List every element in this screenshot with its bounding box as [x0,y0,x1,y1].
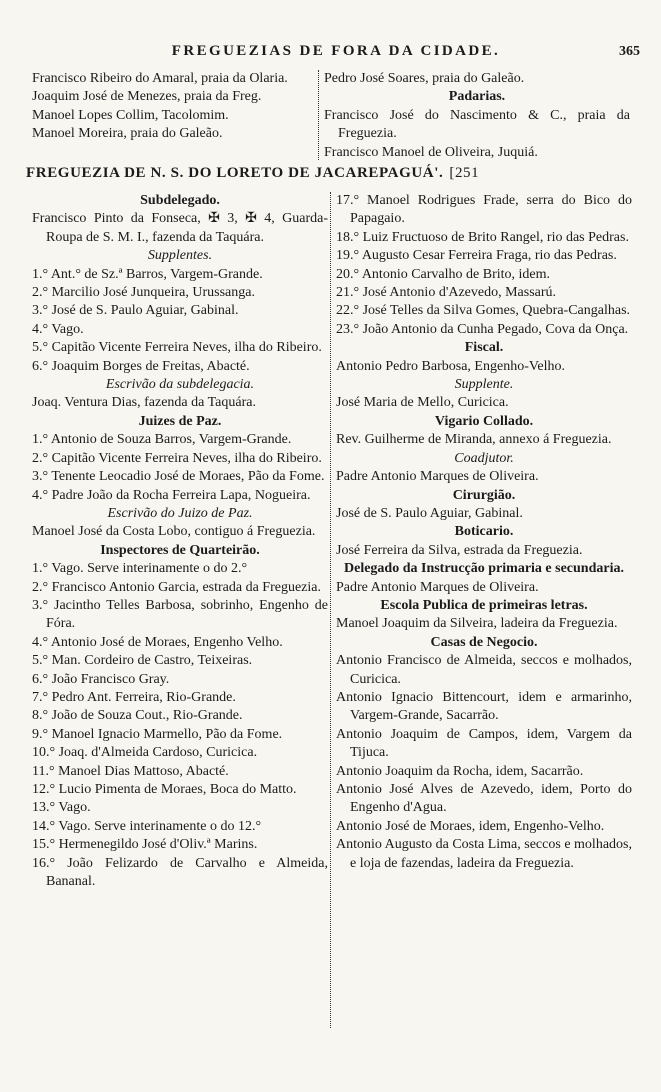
subheading: Escrivão do Juizo de Paz. [107,505,253,521]
main-left-column [32,192,328,891]
main-right-column [336,192,632,873]
list-item: Manoel Moreira, praia do Galeão. [32,126,223,142]
list-item: 8.° João de Souza Cout., Rio-Grande. [32,708,243,724]
list-item: Padre Antonio Marques de Oliveira. [336,579,539,595]
list-item: Rev. Guilherme de Miranda, annexo á Freguezia. [336,432,612,448]
list-item: 17.° Manoel Rodrigues Frade, serra do Bico do Papagaio. [336,193,632,227]
list-item: 20.° Antonio Carvalho de Brito, idem. [336,266,551,282]
top-left-column [32,70,316,144]
list-item: Pedro José Soares, praia do Galeão. [324,71,525,86]
list-item: 3.° Jacintho Telles Barbosa, sobrinho, Engenho de Fóra. [32,597,328,632]
subheading: Boticario. [454,524,514,540]
list-item: 2.° Capitão Vicente Ferreira Neves, ilha do Ribeiro. [32,450,322,466]
list-item: 5.° Man. Cordeiro de Castro, Teixeiras. [32,653,253,669]
list-item: Francisco Pinto da Fonseca, ✠ 3, ✠ 4, Guarda-Roupa de S. M. I., fazenda da Taquára. [32,211,328,245]
list-item: Manoel Joaquim da Silveira, ladeira da Freguezia. [336,616,618,632]
list-item: 1.° Ant.° de Sz.ª Barros, Vargem-Grande. [32,266,263,282]
list-item: 10.° Joaq. d'Almeida Cardoso, Curicica. [32,745,258,761]
list-item: 6.° Joaquim Borges de Freitas, Abacté. [32,358,250,374]
list-item: José de S. Paulo Aguiar, Gabinal. [336,505,523,521]
list-item: 13.° Vago. [32,800,91,816]
subheading: Vigario Collado. [434,413,534,429]
list-item: Manoel José da Costa Lobo, contiguo á Freguezia. [32,524,316,540]
list-item: José Maria de Mello, Curicica. [336,395,509,411]
list-item: 18.° Luiz Fructuoso de Brito Rangel, rio das Pedras. [336,229,629,245]
list-item: 2.° Francisco Antonio Garcia, estrada da Freguezia. [32,579,321,595]
column-divider-main [330,192,331,1028]
subheading: Cirurgião. [452,487,516,503]
list-item: Antonio José de Moraes, idem, Engenho-Velho. [336,818,605,834]
list-item: Francisco José do Nascimento & C., praia da Freguezia. [324,107,630,142]
subheading: Subdelegado. [140,193,220,208]
list-item: Joaq. Ventura Dias, fazenda da Taquára. [32,395,256,411]
list-item: 9.° Manoel Ignacio Marmello, Pão da Fome. [32,726,283,742]
subheading: Delegado da Instrucção primaria e secundaria. [344,561,624,577]
list-item: Padre Antonio Marques de Oliveira. [336,469,539,485]
list-item: 4.° Antonio José de Moraes, Engenho Velho. [32,634,283,650]
subheading: Juizes de Paz. [138,413,222,429]
list-item: 19.° Augusto Cesar Ferreira Fraga, rio das Pedras. [336,248,617,264]
page-header [26,42,646,64]
list-item: Manoel Lopes Collim, Tacolomim. [32,107,229,123]
list-item: Francisco Ribeiro do Amaral, praia da Olaria. [32,71,288,86]
list-item: 3.° Tenente Leocadio José de Moraes, Pão da Fome. [32,469,325,485]
column-divider-top [318,70,319,160]
subheading: Coadjutor. [454,450,514,466]
subheading: Inspectores de Quarteirão. [100,542,260,558]
list-item: Joaquim José de Menezes, praia da Freg. [32,89,262,105]
list-item: 14.° Vago. Serve interinamente o do 12.° [32,818,262,834]
list-item: Francisco Manoel de Oliveira, Juquiá. [324,144,538,160]
top-right-column [324,70,630,162]
list-item: 4.° Padre João da Rocha Ferreira Lapa, Nogueira. [32,487,311,503]
list-item: 7.° Pedro Ant. Ferreira, Rio-Grande. [32,689,236,705]
list-item: 22.° José Telles da Silva Gomes, Quebra-Cangalhas. [336,303,631,319]
list-item: José Ferreira da Silva, estrada da Freguezia. [336,542,583,558]
list-item: 2.° Marcilio José Junqueira, Urussanga. [32,285,255,301]
list-item: Antonio Joaquim de Campos, idem, Vargem da Tijuca. [336,726,632,761]
subheading: Escrivão da subdelegacia. [105,377,255,393]
section-heading: Padarias. [448,89,506,105]
list-item: 6.° João Francisco Gray. [32,671,170,687]
list-item: 15.° Hermenegildo José d'Oliv.ª Marins. [32,837,258,853]
list-item: 21.° José Antonio d'Azevedo, Massarú. [336,285,557,301]
list-item: 23.° João Antonio da Cunha Pegado, Cova da Onça. [336,321,629,337]
subheading: Supplente. [454,377,514,393]
section-reference: [251 [449,165,480,181]
list-item: 3.° José de S. Paulo Aguiar, Gabinal. [32,303,239,319]
subheading: Supplentes. [147,248,213,264]
section-title [26,164,646,182]
list-item: Antonio Joaquim da Rocha, idem, Sacarrão. [336,763,584,779]
list-item: 11.° Manoel Dias Mattoso, Abacté. [32,763,229,779]
list-item: Antonio Pedro Barbosa, Engenho-Velho. [336,358,566,374]
list-item: 5.° Capitão Vicente Ferreira Neves, ilha do Ribeiro. [32,340,322,356]
list-item: 4.° Vago. [32,321,84,337]
list-item: 12.° Lucio Pimenta de Moraes, Boca do Matto. [32,782,297,797]
page-header-title: FREGUEZIAS DE FORA DA CIDADE. [171,43,501,59]
list-item: 1.° Vago. Serve interinamente o do 2.° [32,561,248,577]
subheading: Fiscal. [464,340,504,356]
section-title-text: FREGUEZIA DE N. S. DO LORETO DE JACAREPAGUÁ'. [26,165,444,181]
subheading: Casas de Negocio. [430,634,538,650]
list-item: Antonio José Alves de Azevedo, idem, Porto do Engenho d'Agua. [336,782,632,816]
list-item: 1.° Antonio de Souza Barros, Vargem-Grande. [32,432,292,448]
list-item: Antonio Ignacio Bittencourt, idem e armarinho, Vargem-Grande, Sacarrão. [336,689,632,724]
subheading: Escola Publica de primeiras letras. [380,597,588,613]
list-item: Antonio Francisco de Almeida, seccos e molhados, Curicica. [336,653,632,687]
list-item: Antonio Augusto da Costa Lima, seccos e molhados, e loja de fazendas, ladeira da Freguezia. [336,837,632,871]
page-number: 365 [619,44,640,59]
list-item: 16.° João Felizardo de Carvalho e Almeida, Bananal. [32,855,328,890]
